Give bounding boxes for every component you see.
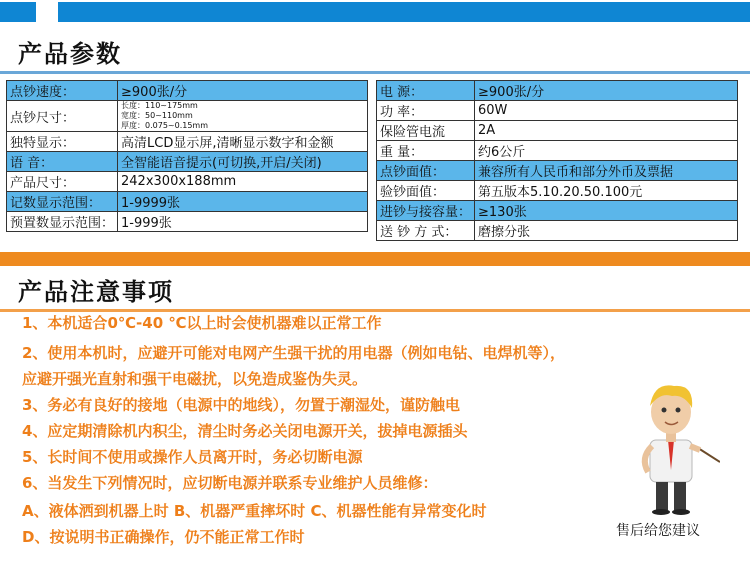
- spec-row: [377, 201, 738, 221]
- spec-key: 预置数显示范围：: [7, 212, 118, 232]
- spec-value: 1-999张: [118, 212, 368, 232]
- spec-value: 高清LCD显示屏,清晰显示数字和金额: [118, 132, 368, 152]
- note-item: 4、应定期清除机内积尘，清尘时务必关闭电源开关，拔掉电源插头: [22, 422, 468, 440]
- spec-key: 保险管电流: [377, 121, 475, 141]
- spec-value: 磨擦分张: [475, 221, 738, 241]
- spec-row: [377, 161, 738, 181]
- spec-value: ≥900张/分: [475, 81, 738, 101]
- spec-table-right: [376, 80, 738, 241]
- spec-value: ≥130张: [475, 201, 738, 221]
- cartoon-advisor-icon: [628, 378, 720, 516]
- spec-row: [377, 181, 738, 201]
- note-item: 6、当发生下列情况时，应切断电源并联系专业维护人员维修：: [22, 474, 438, 492]
- spec-key: 独特显示：: [7, 132, 118, 152]
- params-header: [0, 26, 750, 74]
- spec-value: 242x300x188mm: [118, 172, 368, 192]
- spec-key: 电 源：: [377, 81, 475, 101]
- spec-row: [377, 141, 738, 161]
- spec-value: 全智能语音提示(可切换,开启/关闭): [118, 152, 368, 172]
- spec-key: 点钞速度：: [7, 81, 118, 101]
- spec-row: [7, 101, 368, 132]
- notes-title: 产品注意事项: [18, 278, 174, 306]
- spec-value: ≥900张/分: [118, 81, 368, 101]
- note-item: A、液体洒到机器上时 B、机器严重摔坏时 C、机器性能有异常变化时: [22, 502, 487, 520]
- spec-value: 约6公斤: [475, 141, 738, 161]
- params-underline: [0, 71, 750, 74]
- spec-value-line: 厚度：0.075~0.15mm: [121, 121, 209, 130]
- note-item: 2、使用本机时，应避开可能对电网产生强干扰的用电器（例如电钻、电焊机等），: [22, 344, 565, 362]
- spec-value: 兼容所有人民币和部分外币及票据: [475, 161, 738, 181]
- spec-row: [7, 81, 368, 101]
- spec-key: 点钞尺寸：: [7, 101, 118, 132]
- spec-row: [7, 212, 368, 232]
- spec-key: 记数显示范围：: [7, 192, 118, 212]
- spec-key: 送 钞 方 式：: [377, 221, 475, 241]
- spec-key: 重 量：: [377, 141, 475, 161]
- spec-value-line: 长度：110~175mm: [121, 101, 198, 110]
- spec-key: 点钞面值：: [377, 161, 475, 181]
- spec-value: 60W: [475, 101, 738, 121]
- banner-square: [0, 2, 36, 22]
- spec-key: 功 率：: [377, 101, 475, 121]
- spec-value: [118, 101, 368, 132]
- spec-row: [377, 81, 738, 101]
- note-item: 5、长时间不使用或操作人员离开时，务必切断电源: [22, 448, 363, 466]
- spec-value: 2A: [475, 121, 738, 141]
- spec-key: 语 音：: [7, 152, 118, 172]
- note-item: 应避开强光直射和强干电磁扰，以免造成鉴伪失灵。: [22, 370, 368, 388]
- banner-bar: [58, 2, 750, 22]
- spec-key: 产品尺寸：: [7, 172, 118, 192]
- spec-value: 1-9999张: [118, 192, 368, 212]
- spec-table-left: [6, 80, 368, 232]
- spec-key: 进钞与接容量：: [377, 201, 475, 221]
- spec-value: 第五版本5.10.20.50.100元: [475, 181, 738, 201]
- spec-row: [377, 221, 738, 241]
- note-item: D、按说明书正确操作，仍不能正常工作时: [22, 528, 305, 546]
- advice-caption: 售后给您建议: [616, 523, 700, 539]
- spec-row: [7, 192, 368, 212]
- spec-value-line: 宽度：50~110mm: [121, 111, 193, 120]
- spec-row: [7, 132, 368, 152]
- notes-header: [0, 264, 750, 312]
- params-title: 产品参数: [18, 40, 122, 68]
- spec-key: 验钞面值：: [377, 181, 475, 201]
- spec-row: [377, 101, 738, 121]
- note-item: 3、务必有良好的接地（电源中的地线），勿置于潮湿处，谨防触电: [22, 396, 460, 414]
- spec-row: [377, 121, 738, 141]
- spec-row: [7, 172, 368, 192]
- top-banner: [0, 0, 750, 24]
- note-item: 1、本机适合0℃-40 ℃以上时会使机器难以正常工作: [22, 314, 382, 332]
- spec-row: [7, 152, 368, 172]
